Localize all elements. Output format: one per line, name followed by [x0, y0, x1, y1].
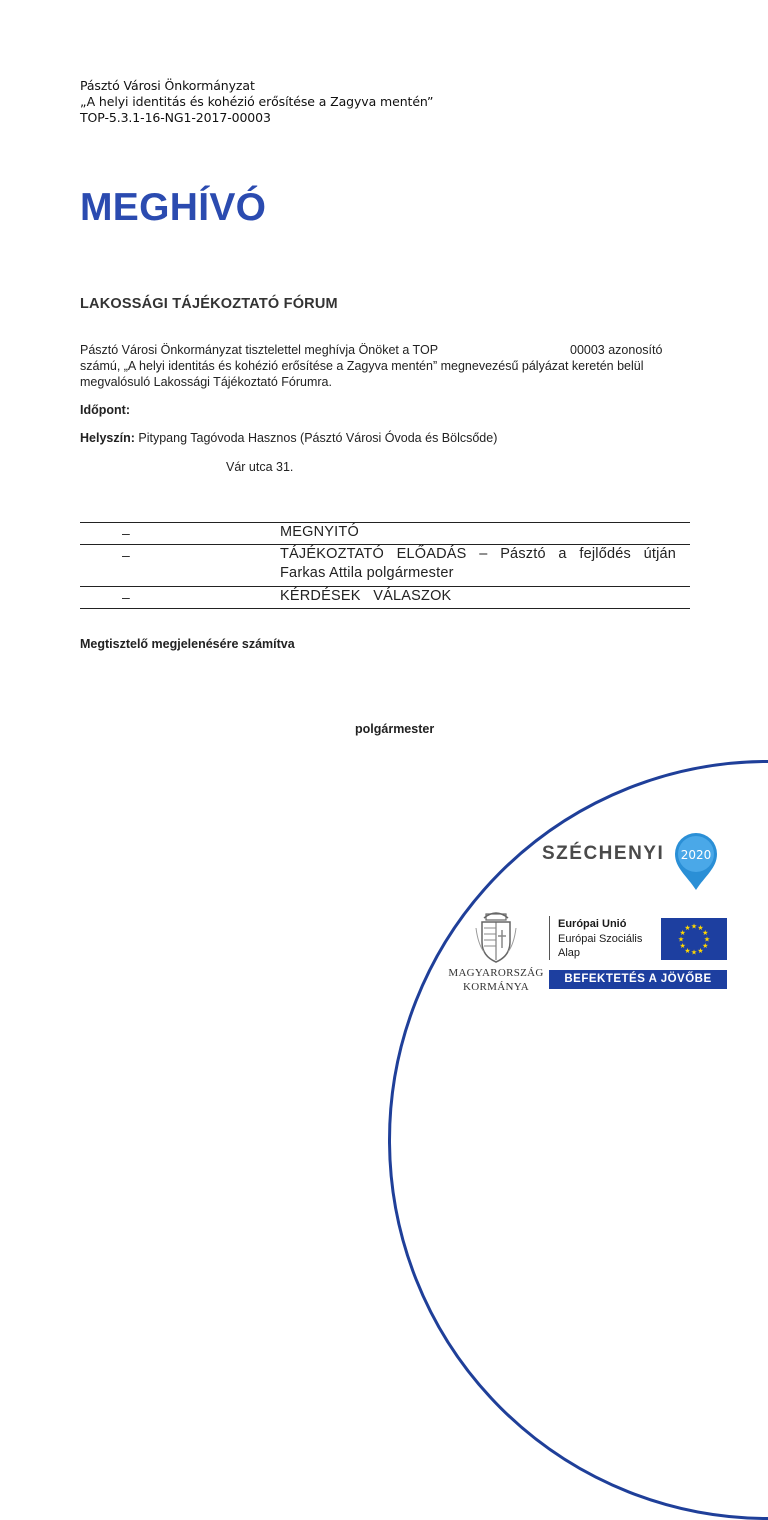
signature-title: polgármester	[355, 722, 435, 736]
eu-star-icon: ★	[697, 925, 704, 933]
program-item-2-speaker: Farkas Attila polgármester	[280, 565, 454, 581]
eu-star-icon: ★	[703, 936, 711, 944]
eu-divider	[549, 916, 550, 960]
project-title: „A helyi identitás és kohézió erősítése a Zagyva mentén”	[80, 94, 434, 109]
eu-star-icon: ★	[697, 947, 704, 955]
intro-line-2: számú, „A helyi identitás és kohézió erősítése a Zagyva mentén” megnevezésű pályázat keretén belül	[80, 359, 644, 373]
eu-label-1: Európai Unió	[558, 918, 627, 930]
program-item-1: MEGNYITÓ	[280, 524, 359, 540]
program-dash-1: –	[122, 525, 130, 541]
eu-star-icon: ★	[690, 923, 698, 931]
program-rule-1	[80, 544, 690, 545]
closing-text: Megtisztelő megjelenésére számítva	[80, 637, 295, 651]
program-item-2: TÁJÉKOZTATÓ ELŐADÁS – Pásztó a fejlődés útján	[280, 546, 677, 562]
szechenyi-pin-icon	[673, 832, 719, 892]
project-id: TOP-5.3.1-16-NG1-2017-00003	[80, 110, 271, 125]
program-rule-top	[80, 522, 690, 523]
intro-line-3: megvalósuló Lakossági Tájékoztató Fórumra.	[80, 375, 332, 389]
program-rule-bottom	[80, 608, 690, 609]
page-subtitle: LAKOSSÁGI TÁJÉKOZTATÓ FÓRUM	[80, 296, 338, 312]
eu-flag-icon	[661, 918, 727, 960]
szechenyi-logo-text: SZÉCHENYI	[542, 843, 665, 864]
coat-of-arms-icon	[474, 908, 518, 966]
eu-star-icon: ★	[690, 949, 698, 957]
eu-star-icon: ★	[684, 925, 691, 933]
intro-line-1a: Pásztó Városi Önkormányzat tisztelettel meghívja Önöket a TOP	[80, 343, 439, 357]
mk-line-2: KORMÁNYA	[463, 981, 529, 993]
mk-line-1: MAGYARORSZÁG	[448, 967, 544, 979]
szechenyi-year: 2020	[680, 848, 712, 862]
eu-label-3: Alap	[558, 947, 581, 959]
org-name: Pásztó Városi Önkormányzat	[80, 78, 255, 93]
program-dash-2: –	[122, 547, 130, 563]
helyszin-row	[80, 431, 497, 445]
helyszin-address: Vár utca 31.	[226, 460, 294, 474]
program-rule-2	[80, 586, 690, 587]
eu-star-icon: ★	[679, 930, 686, 937]
helyszin-label: Helyszín:	[80, 431, 135, 445]
intro-line-1b: 00003 azonosító	[570, 343, 663, 357]
eu-label-2: Európai Szociális	[558, 933, 643, 945]
eu-star-icon: ★	[684, 947, 691, 955]
befektetes-banner: BEFEKTETÉS A JÖVŐBE	[549, 970, 727, 989]
program-item-3: KÉRDÉSEK VÁLASZOK	[280, 588, 452, 604]
idopont-label: Időpont:	[80, 403, 130, 417]
helyszin-value: Pitypang Tagóvoda Hasznos (Pásztó Városi Óvoda és Bölcsőde)	[138, 431, 498, 445]
eu-star-icon: ★	[702, 930, 709, 937]
eu-star-icon: ★	[702, 943, 709, 950]
program-dash-3: –	[122, 589, 130, 605]
eu-star-icon: ★	[679, 943, 686, 950]
eu-star-icon: ★	[677, 936, 685, 944]
page-title: MEGHÍVÓ	[80, 186, 267, 229]
